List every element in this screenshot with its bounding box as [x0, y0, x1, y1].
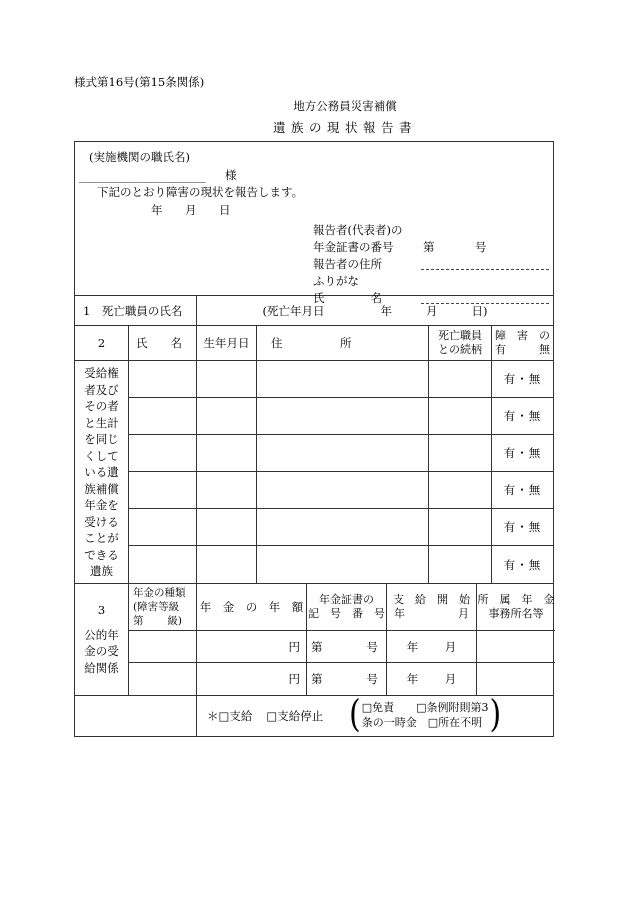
reporter-address-row: [313, 255, 549, 272]
cell-address[interactable]: [257, 509, 429, 545]
section-2-number-text: 2: [97, 335, 106, 350]
cell-start-date[interactable]: [387, 663, 477, 695]
death-date-prefix: (死亡年月日: [262, 303, 325, 318]
checkbox-menseki-line[interactable]: □免責 □条例附則第3: [361, 701, 489, 714]
section-3: [75, 584, 553, 696]
table-row: [129, 509, 553, 546]
table-row: [129, 361, 553, 398]
report-date-line[interactable]: [151, 202, 231, 218]
section-1-death-date[interactable]: [197, 296, 553, 325]
cell-relation[interactable]: [429, 361, 492, 397]
section-2-body: [75, 361, 553, 584]
cell-address[interactable]: [257, 398, 429, 434]
cell-start-date[interactable]: [387, 631, 477, 662]
col-header-annual-amount: [197, 584, 307, 630]
pension-row: [129, 631, 555, 663]
cell-pension-kind[interactable]: [129, 631, 197, 662]
amount-unit-label: 円: [288, 639, 300, 654]
footer-row: [75, 692, 553, 737]
cell-name[interactable]: [129, 509, 197, 545]
section-2-label-line: 年金を: [84, 498, 119, 512]
section-3-label-line: 公的年: [84, 627, 119, 642]
start-date-year-label: 年: [394, 607, 405, 620]
cert-dai-label: 第: [311, 639, 323, 654]
cell-disability[interactable]: [492, 398, 553, 434]
cert-dai-label: 第: [311, 672, 323, 686]
table-row: [129, 435, 553, 472]
cell-dob[interactable]: [197, 398, 257, 434]
cell-disability[interactable]: [492, 472, 553, 508]
reporter-address-label: 報告者の住所: [313, 257, 382, 271]
section-2-label-line: その者: [84, 399, 119, 413]
pension-kind-line2: (障害等級: [133, 601, 180, 613]
cell-disability-text: 有・無: [503, 520, 542, 534]
start-month-label: 月: [444, 639, 457, 654]
table-row: [129, 546, 553, 583]
col-header-office: [477, 584, 555, 630]
checkbox-shozaifumei-line[interactable]: 条の一時金 □所在不明: [361, 716, 483, 729]
col-header-address: [257, 326, 429, 360]
cell-annual-amount[interactable]: [197, 663, 307, 695]
paren-open: (: [349, 692, 361, 737]
cell-disability-text: 有・無: [503, 409, 542, 423]
reporter-name-label: 氏 名: [313, 291, 382, 305]
reporter-block: [313, 221, 549, 306]
report-statement: 下記のとおり障害の現状を報告します。: [97, 185, 304, 199]
cert-gou-label: 号: [366, 672, 378, 686]
checkbox-shikyu[interactable]: □支給: [218, 709, 253, 723]
cert-number-line1: 年金証書の: [319, 593, 374, 606]
footer-checkboxes[interactable]: [197, 692, 553, 737]
col-header-disability: [492, 326, 553, 360]
reporter-cert-row-1: [313, 221, 549, 238]
start-year-label: 年: [406, 639, 419, 654]
cert-gou-label: 号: [366, 639, 378, 654]
reporter-label-line2: 年金証書の番号: [313, 240, 394, 254]
table-row: [129, 472, 553, 509]
cell-name[interactable]: [129, 472, 197, 508]
section-2-number: [75, 326, 129, 360]
form-frame: [74, 141, 554, 737]
cell-cert-number[interactable]: [307, 631, 387, 662]
cell-disability-text: 有・無: [503, 446, 542, 460]
paren-close: ): [489, 692, 502, 737]
col-header-disability-line2: 有 無: [495, 343, 550, 356]
death-date-month: 月: [426, 303, 438, 318]
col-header-address-text: 住 所: [271, 335, 352, 350]
form-number: 様式第16号(第15条関係): [74, 75, 205, 89]
section-3-header-row: [129, 584, 555, 631]
cell-name[interactable]: [129, 546, 197, 583]
reporter-label-line1: 報告者(代表者)の: [313, 223, 403, 237]
section-3-table: [129, 584, 555, 695]
section-3-number: 3: [97, 603, 106, 617]
cell-address[interactable]: [257, 361, 429, 397]
reporter-cert-number[interactable]: [419, 239, 549, 255]
cell-name[interactable]: [129, 361, 197, 397]
col-header-start-date: [387, 584, 477, 630]
title-main: 地方公務員災害補償: [293, 99, 397, 113]
section-2-label-line: を同じ: [84, 432, 119, 446]
cell-relation[interactable]: [429, 546, 492, 583]
start-month-label: 月: [444, 672, 457, 686]
cert-gou-label: 号: [475, 240, 487, 254]
footer-paren-group: [349, 692, 502, 737]
cell-disability[interactable]: [492, 546, 553, 583]
office-line1: 所 属 年 金: [477, 593, 555, 606]
report-date-month: 月: [185, 203, 197, 217]
cell-relation[interactable]: [429, 398, 492, 434]
addressee-honorific: 様: [225, 168, 237, 182]
cell-office[interactable]: [477, 631, 555, 662]
cell-disability[interactable]: [492, 435, 553, 471]
cert-number-line2: 記 号 番 号: [308, 607, 385, 620]
footer-asterisk: ＊: [207, 709, 219, 723]
cell-name[interactable]: [129, 435, 197, 471]
section-1-label: 1 死亡職員の氏名: [75, 296, 197, 325]
start-date-month-label: 月: [458, 607, 469, 620]
cell-disability-text: 有・無: [503, 557, 542, 572]
reporter-furigana-row: [313, 272, 549, 289]
cell-dob[interactable]: [197, 509, 257, 545]
section-2-label-line: くして: [84, 448, 119, 463]
report-date-day: 日: [219, 203, 231, 217]
report-date-year: 年: [151, 203, 163, 217]
cell-address[interactable]: [257, 546, 429, 583]
addressee-blank-line[interactable]: ______________________: [79, 169, 206, 183]
section-2-label-line: ことが: [84, 531, 119, 545]
annual-amount-text: 年 金 の 年 額: [199, 599, 304, 614]
col-header-cert-number: [307, 584, 387, 630]
cell-dob[interactable]: [197, 546, 257, 583]
cell-disability-text: 有・無: [503, 372, 542, 386]
col-header-pension-kind: [129, 584, 197, 630]
col-header-name-text: 氏 名: [136, 335, 182, 350]
cell-dob[interactable]: [197, 472, 257, 508]
start-date-label: 支 給 開 始: [393, 593, 470, 606]
cell-relation[interactable]: [429, 472, 492, 508]
cell-cert-number[interactable]: [307, 663, 387, 695]
checkbox-shikyu-teishi[interactable]: □支給停止: [266, 709, 324, 723]
section-2-label-line: 受ける: [84, 514, 119, 529]
cell-relation[interactable]: [429, 435, 492, 471]
cell-pension-kind[interactable]: [129, 663, 197, 695]
section-3-label: [75, 584, 129, 695]
section-2-label-line: 受給権: [84, 366, 119, 380]
section-2-label-line: と生計: [84, 415, 119, 430]
cell-dob[interactable]: [197, 435, 257, 471]
col-header-name: [129, 326, 197, 360]
col-header-relation: [429, 326, 492, 360]
section-2-header-row: [75, 326, 553, 361]
death-date-year: 年: [380, 303, 392, 318]
cert-dai-label: 第: [423, 240, 435, 254]
section-3-data-rows: [129, 631, 555, 695]
section-2-rows: [129, 361, 553, 583]
section-1-row: [75, 296, 553, 326]
pension-grade-dai: 第: [133, 615, 144, 627]
reporter-cert-row-2: [313, 238, 549, 255]
section-2-vertical-label: [75, 361, 129, 583]
col-header-disability-line1: 障 害 の: [495, 329, 550, 342]
section-2-label-line: 者及び: [84, 382, 119, 397]
col-header-relation-line1: 死亡職員: [438, 329, 482, 342]
pension-grade-kyu: 級): [167, 615, 182, 627]
footer-spacer: [75, 696, 197, 736]
cell-disability-text: 有・無: [503, 483, 542, 497]
cell-name[interactable]: [129, 398, 197, 434]
cell-disability[interactable]: [492, 361, 553, 397]
section-3-label-line: 給関係: [84, 660, 119, 675]
implementing-org-label: (実施機関の職氏名): [89, 150, 190, 164]
cell-dob[interactable]: [197, 361, 257, 397]
table-row: [129, 398, 553, 435]
cell-office[interactable]: [477, 663, 555, 695]
section-2-label-line: できる: [84, 547, 119, 562]
section-2-label-line: 遺族: [90, 564, 113, 578]
cell-relation[interactable]: [429, 509, 492, 545]
col-header-dob: [197, 326, 257, 360]
col-header-relation-line2: との続柄: [438, 343, 482, 356]
amount-unit-label: 円: [288, 672, 300, 686]
pension-kind-line1: 年金の種類: [133, 587, 186, 599]
pension-row: [129, 663, 555, 695]
section-2-label-line: 族補償: [84, 481, 119, 496]
col-header-dob-text: 生年月日: [203, 335, 250, 350]
address-dashed-rule: [421, 269, 549, 270]
section-3-label-line: 金の受: [84, 644, 119, 658]
start-year-label: 年: [406, 672, 419, 686]
cell-address[interactable]: [257, 435, 429, 471]
office-line2: 事務所名等: [488, 607, 544, 620]
header-block: [75, 142, 553, 305]
reporter-furigana-label: ふりがな: [313, 274, 359, 288]
death-date-day: 日): [471, 303, 488, 318]
title-sub: 遺族の現状報告書: [272, 120, 417, 135]
cell-address[interactable]: [257, 472, 429, 508]
cell-annual-amount[interactable]: [197, 631, 307, 662]
section-2-label-line: いる遺: [84, 465, 119, 479]
cell-disability[interactable]: [492, 509, 553, 545]
